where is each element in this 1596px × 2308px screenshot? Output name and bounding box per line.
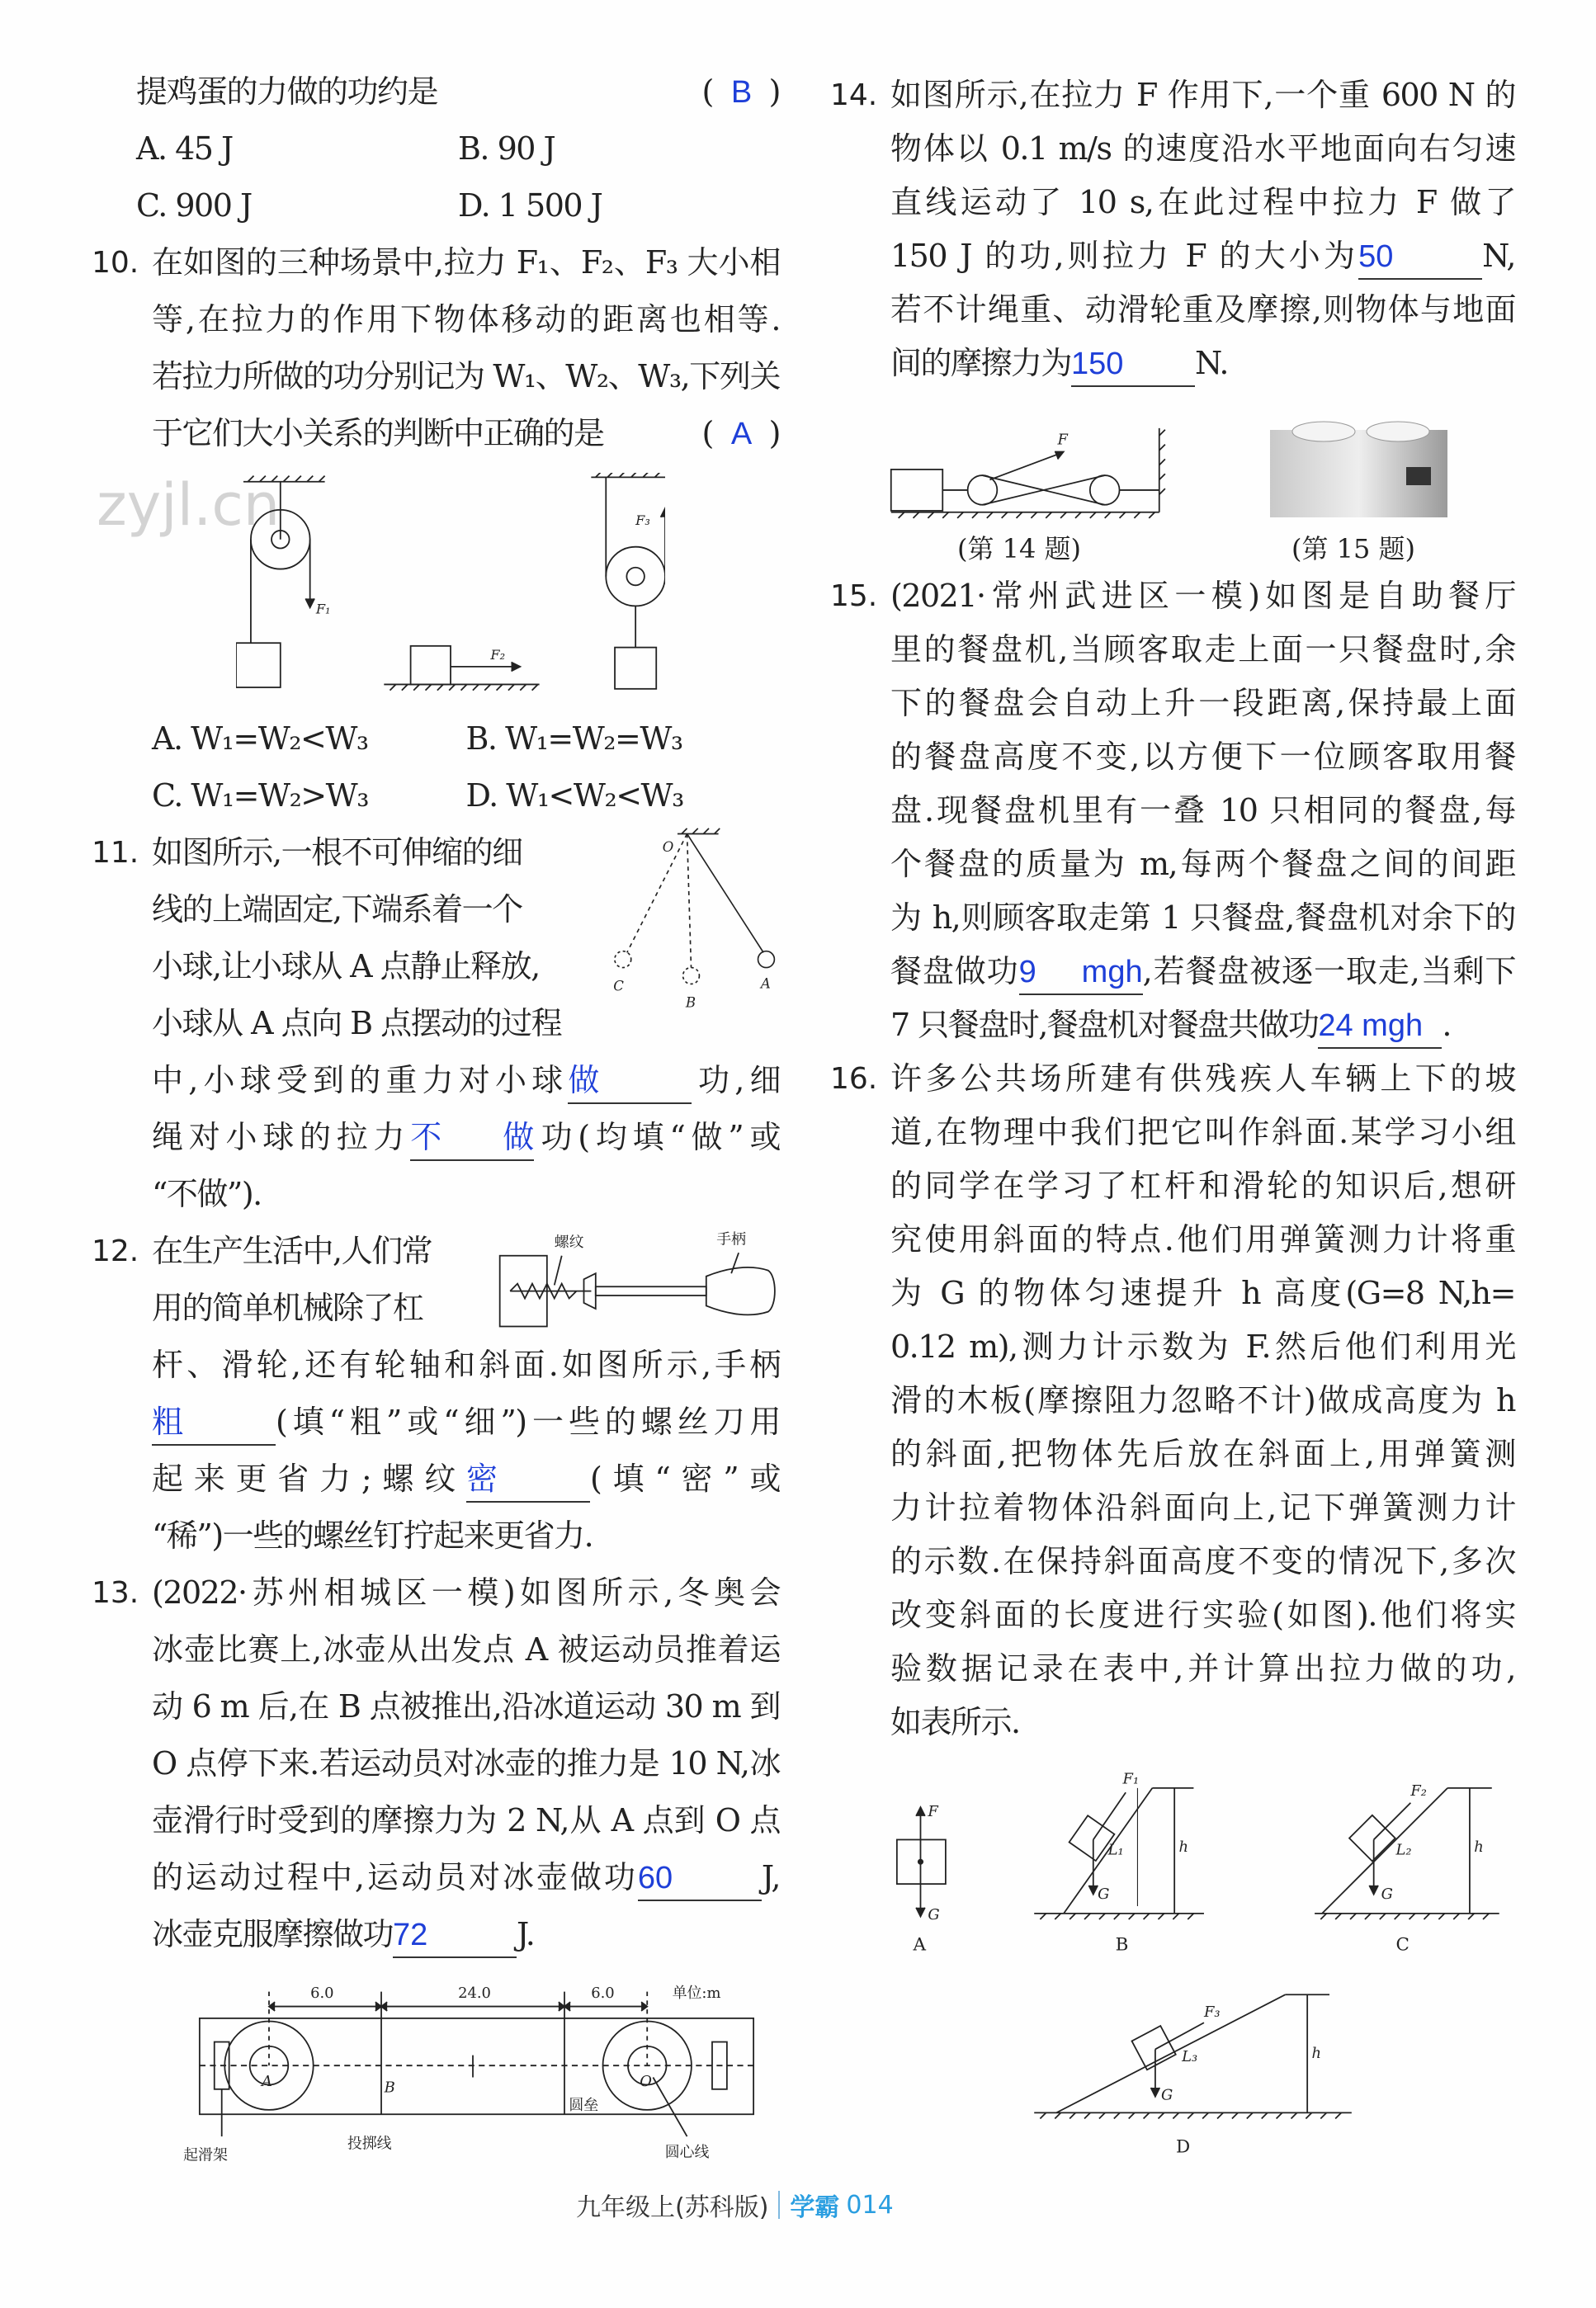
answer-blank[interactable]: 粗 [152, 1401, 276, 1446]
text-line [152, 1678, 780, 1735]
text-line [152, 1621, 780, 1678]
label-f3: F₃ [1203, 2004, 1221, 2022]
option[interactable]: B. W₁=W₂=W₃ [465, 720, 682, 757]
text-segment: N, [1482, 238, 1515, 274]
label-figure-d: D [1175, 2136, 1191, 2158]
text-segment: 若拉力所做的功分别记为 W₁、W₂、W₃,下列关 [152, 358, 780, 394]
text-segment: 间的摩擦力为 [890, 345, 1072, 381]
option[interactable]: A. 45 J [136, 130, 233, 167]
text-segment: 冰壶克服摩擦做功 [152, 1916, 394, 1952]
text-segment: 滑的木板(摩擦阻力忽略不计)做成高度为 h [890, 1382, 1515, 1418]
text-segment: 究使用斜面的特点.他们用弹簧测力计将重 [890, 1221, 1515, 1258]
text-line [890, 838, 1515, 891]
text-segment: 的运动过程中,运动员对冰壶做功 [152, 1859, 638, 1895]
text-line [890, 945, 1515, 998]
text-line [890, 1320, 1515, 1374]
text-line [152, 1166, 780, 1223]
text-segment: (填“粗”或“细”)一些的螺丝刀用 [276, 1404, 780, 1440]
question-10 [92, 234, 780, 462]
question-13 [92, 1565, 780, 1963]
text-segment: “不做”). [152, 1176, 262, 1212]
answer-blank[interactable]: 24 mgh [1318, 1004, 1442, 1049]
text-segment: 杆、滑轮,还有轮轴和斜面.如图所示,手柄 [152, 1347, 780, 1383]
label-tee-line: 圆心线 [664, 2144, 710, 2162]
label-house: 圆垒 [569, 2096, 599, 2114]
text-segment: 线的上端固定,下端系着一个 [152, 891, 522, 927]
text-line [890, 1052, 1515, 1106]
text-segment: 个餐盘的质量为 m,每两个餐盘之间的间距 [890, 846, 1515, 882]
label-c: C [613, 978, 624, 994]
text-segment: 为 G 的物体匀速提升 h 高度(G=8 N,h= [890, 1275, 1515, 1311]
label-handle: 手柄 [716, 1230, 747, 1248]
q10-pulley-figure [236, 473, 665, 695]
text-segment: 的示数.在保持斜面高度不变的情况下,多次 [890, 1543, 1515, 1579]
page-footer [576, 2187, 894, 2223]
text-line [890, 1428, 1515, 1481]
text-segment: 功(均填“做”或 [534, 1119, 780, 1155]
option[interactable]: D. 1 500 J [458, 187, 602, 224]
answer-blank[interactable]: 密 [466, 1458, 590, 1503]
question-number: 13. [92, 1576, 139, 1610]
text-segment: 绳对小球的拉力 [152, 1119, 411, 1155]
text-line [890, 677, 1515, 730]
q14-caption: (第 14 题) [957, 533, 1082, 564]
text-line [890, 122, 1515, 176]
label-f1: F₁ [1122, 1770, 1140, 1788]
text-segment: 力计拉着物体沿斜面向上,记下弹簧测力计 [890, 1489, 1515, 1526]
label-figure-b: B [1115, 1934, 1129, 1956]
text-segment: 150 J 的功,则拉力 F 的大小为 [890, 238, 1359, 274]
text-segment: 盘.现餐盘机里有一叠 10 只相同的餐盘,每 [890, 792, 1515, 828]
text-line [890, 569, 1515, 623]
label-l1: L₁ [1107, 1841, 1124, 1859]
text-line [890, 1535, 1515, 1588]
text-segment: 的斜面,把物体先后放在斜面上,用弹簧测 [890, 1436, 1515, 1472]
q13-curling-track-figure [177, 1974, 768, 2181]
q14-pulley-figure [886, 421, 1174, 524]
text-segment: 小球,让小球从 A 点静止释放, [152, 948, 540, 984]
text-segment: 餐盘做功 [890, 953, 1019, 989]
text-line [152, 1735, 780, 1792]
option-row [136, 120, 780, 177]
answer-blank[interactable]: 50 [1358, 235, 1482, 280]
text-line [890, 1267, 1515, 1320]
text-segment: 直线运动了 10 s,在此过程中拉力 F 做了 [890, 184, 1515, 220]
label-g-b: G [1098, 1886, 1110, 1903]
answer-blank[interactable]: 150 [1071, 342, 1195, 387]
label-o: O [640, 2073, 652, 2091]
label-l2: L₂ [1395, 1841, 1412, 1859]
text-segment: . [1442, 1007, 1451, 1043]
text-segment: (2022·苏州相城区一模)如图所示,冬奥会 [152, 1574, 780, 1611]
text-segment: 于它们大小关系的判断中正确的是 [152, 415, 604, 451]
label-l3: L₃ [1182, 2047, 1198, 2065]
text-segment: 里的餐盘机,当顾客取走上面一只餐盘时,余 [890, 631, 1515, 668]
answer-blank[interactable]: 不做 [410, 1116, 534, 1161]
text-line [152, 1052, 780, 1109]
text-segment: 在如图的三种场景中,拉力 F₁、F₂、F₃ 大小相 [152, 244, 780, 281]
q11-pendulum-figure [602, 827, 780, 1018]
label-figure-a: A [913, 1934, 927, 1956]
question-number: 16. [830, 1062, 878, 1096]
question-number: 10. [92, 246, 139, 280]
text-segment: 提鸡蛋的力做的功约是 [136, 73, 438, 110]
dim-a-to-b: 6.0 [310, 1984, 334, 2002]
unit-label: 单位:m [672, 1984, 721, 2002]
text-segment: 的餐盘高度不变,以方便下一位顾客取用餐 [890, 739, 1515, 775]
text-segment: 改变斜面的长度进行实验(如图).他们将实 [890, 1597, 1515, 1633]
label-g: G [928, 1906, 940, 1924]
text-line [890, 1642, 1515, 1696]
label-g-c: G [1381, 1886, 1393, 1903]
question-15 [830, 569, 1515, 1052]
label-f: F [1057, 431, 1068, 449]
text-line [152, 1508, 780, 1565]
label-a: A [760, 975, 771, 992]
text-line [136, 64, 780, 120]
q15-caption: (第 15 题) [1291, 533, 1416, 564]
label-hack: 起滑架 [183, 2146, 228, 2164]
text-line [890, 229, 1515, 283]
text-line [152, 348, 780, 405]
text-line [152, 291, 780, 348]
text-line [890, 1588, 1515, 1642]
text-segment: 小球从 A 点向 B 点摆动的过程 [152, 1005, 562, 1041]
text-line [152, 405, 780, 462]
text-segment: 若不计绳重、动滑轮重及摩擦,则物体与地面 [890, 291, 1515, 328]
text-segment: 如图所示,一根不可伸缩的细 [152, 834, 522, 871]
text-line [152, 1565, 780, 1621]
option[interactable]: A. W₁=W₂<W₃ [152, 720, 368, 757]
label-b: B [384, 2079, 395, 2097]
text-segment: 为 h,则顾客取走第 1 只餐盘,餐盘机对余下的 [890, 899, 1515, 936]
answer-blank[interactable]: 做 [568, 1060, 692, 1104]
option-row [136, 177, 780, 234]
text-line [890, 1696, 1515, 1749]
text-line [890, 1481, 1515, 1535]
figure-a [897, 1807, 946, 1916]
text-line [890, 1213, 1515, 1267]
text-line [890, 891, 1515, 945]
text-segment: 如图所示,在拉力 F 作用下,一个重 600 N 的 [890, 77, 1515, 113]
text-segment: 验数据记录在表中,并计算出拉力做的功, [890, 1650, 1515, 1687]
option[interactable]: B. 90 J [458, 130, 555, 167]
q16-incline-figures [886, 1766, 1507, 2164]
text-line [152, 1394, 780, 1451]
text-segment: 道,在物理中我们把它叫作斜面.某学习小组 [890, 1114, 1515, 1150]
label-h-d: h [1311, 2045, 1322, 2063]
text-line [152, 1109, 780, 1166]
text-line [890, 283, 1515, 337]
text-segment: “稀”)一些的螺丝钉拧起来更省力. [152, 1517, 593, 1554]
choice-answer-bracket: ( B ) [701, 73, 780, 110]
text-line [152, 1849, 780, 1906]
label-f2: F₂ [1410, 1782, 1427, 1800]
text-line [890, 730, 1515, 784]
text-line [890, 1159, 1515, 1213]
brand-name: 学霸 [790, 2193, 840, 2222]
q15-plate-dispenser-photo [1266, 413, 1455, 517]
text-segment: 7 只餐盘时,餐盘机对餐盘共做功 [890, 1007, 1319, 1043]
right-column [830, 68, 1515, 1749]
label-h-b: h [1178, 1838, 1189, 1856]
text-segment: 壶滑行时受到的摩擦力为 2 N,从 A 点到 O 点 [152, 1802, 780, 1838]
label-f: F [928, 1802, 938, 1820]
text-line [890, 68, 1515, 122]
choice-answer[interactable]: B [730, 75, 751, 110]
text-segment: J. [517, 1916, 535, 1952]
label-o: O [662, 839, 674, 855]
dim-line-to-o: 6.0 [591, 1984, 615, 2002]
label-thread: 螺纹 [554, 1234, 584, 1252]
text-line [890, 784, 1515, 838]
text-segment: 功,细 [692, 1062, 780, 1098]
label-h-c: h [1474, 1838, 1484, 1856]
text-segment: 中,小球受到的重力对小球 [152, 1062, 569, 1098]
label-f1: F₁ [315, 601, 331, 617]
question-9-tail [92, 64, 780, 120]
question-number: 12. [92, 1234, 139, 1268]
text-segment: (填“密”或 [589, 1461, 780, 1497]
option[interactable]: C. 900 J [136, 187, 252, 224]
text-segment: 等,在拉力的作用下物体移动的距离也相等. [152, 301, 780, 337]
choice-answer-bracket: ( A ) [701, 415, 780, 451]
text-segment: 冰壶比赛上,冰壶从出发点 A 被运动员推着运 [152, 1631, 780, 1668]
question-10-options [92, 710, 780, 824]
text-segment: 动 6 m 后,在 B 点被推出,沿冰道运动 30 m 到 [152, 1688, 780, 1725]
option[interactable]: C. W₁=W₂>W₃ [152, 777, 368, 814]
option-row [152, 767, 780, 824]
answer-blank[interactable]: 72 [393, 1914, 517, 1958]
text-segment: ,若餐盘被逐一取走,当剩下 [1142, 953, 1515, 989]
dim-b-to-line: 24.0 [458, 1984, 491, 2002]
question-number: 14. [830, 78, 878, 112]
watermark: zyjl.cn [97, 471, 281, 539]
text-segment: (2021·常州武进区一模)如图是自助餐厅 [890, 578, 1515, 614]
question-9-options [92, 120, 780, 234]
question-16 [830, 1052, 1515, 1749]
label-f3: F₃ [635, 512, 650, 528]
footer-divider [778, 2191, 780, 2219]
text-segment: 的同学在学习了杠杆和滑轮的知识后,想研 [890, 1168, 1515, 1204]
page-number: 014 [846, 2190, 894, 2220]
text-line [890, 623, 1515, 677]
text-line [152, 234, 780, 291]
text-line [890, 1374, 1515, 1428]
text-line [890, 176, 1515, 229]
label-hog-line: 投掷线 [347, 2135, 392, 2153]
text-segment: 下的餐盘会自动上升一段距离,保持最上面 [890, 685, 1515, 721]
text-line [890, 998, 1515, 1052]
question-number: 15. [830, 579, 878, 613]
answer-blank[interactable]: 9 mgh [1019, 951, 1143, 995]
label-figure-c: C [1395, 1934, 1409, 1956]
text-segment: 用的简单机械除了杠 [152, 1290, 423, 1326]
book-title: 九年级上(苏科版) [576, 2193, 769, 2222]
label-b: B [685, 994, 696, 1011]
question-14 [830, 68, 1515, 390]
choice-answer[interactable]: A [730, 417, 751, 451]
text-segment: 起来更省力;螺纹 [152, 1461, 466, 1497]
label-a: A [262, 2073, 272, 2091]
q12-screwdriver-figure [495, 1226, 783, 1337]
text-segment: O 点停下来.若运动员对冰壶的推力是 10 N,冰 [152, 1745, 780, 1782]
text-segment: 0.12 m),测力计示数为 F.然后他们利用光 [890, 1329, 1515, 1365]
label-g-d: G [1161, 2086, 1173, 2104]
answer-blank[interactable]: 60 [638, 1857, 762, 1901]
text-line [890, 337, 1515, 390]
text-line [152, 1451, 780, 1508]
text-segment: 如表所示. [890, 1704, 1020, 1740]
text-segment: 在生产生活中,人们常 [152, 1233, 432, 1269]
option[interactable]: D. W₁<W₂<W₃ [465, 777, 683, 814]
text-line [152, 1906, 780, 1963]
text-segment: N. [1195, 345, 1228, 381]
text-segment: J, [761, 1859, 780, 1895]
text-line [152, 1792, 780, 1849]
text-line [890, 1106, 1515, 1159]
question-number: 11. [92, 836, 139, 870]
text-line [152, 1337, 780, 1394]
label-f2: F₂ [490, 646, 506, 663]
text-segment: 物体以 0.1 m/s 的速度沿水平地面向右匀速 [890, 130, 1515, 167]
text-segment: 许多公共场所建有供残疾人车辆上下的坡 [890, 1060, 1515, 1097]
option-row [152, 710, 780, 767]
